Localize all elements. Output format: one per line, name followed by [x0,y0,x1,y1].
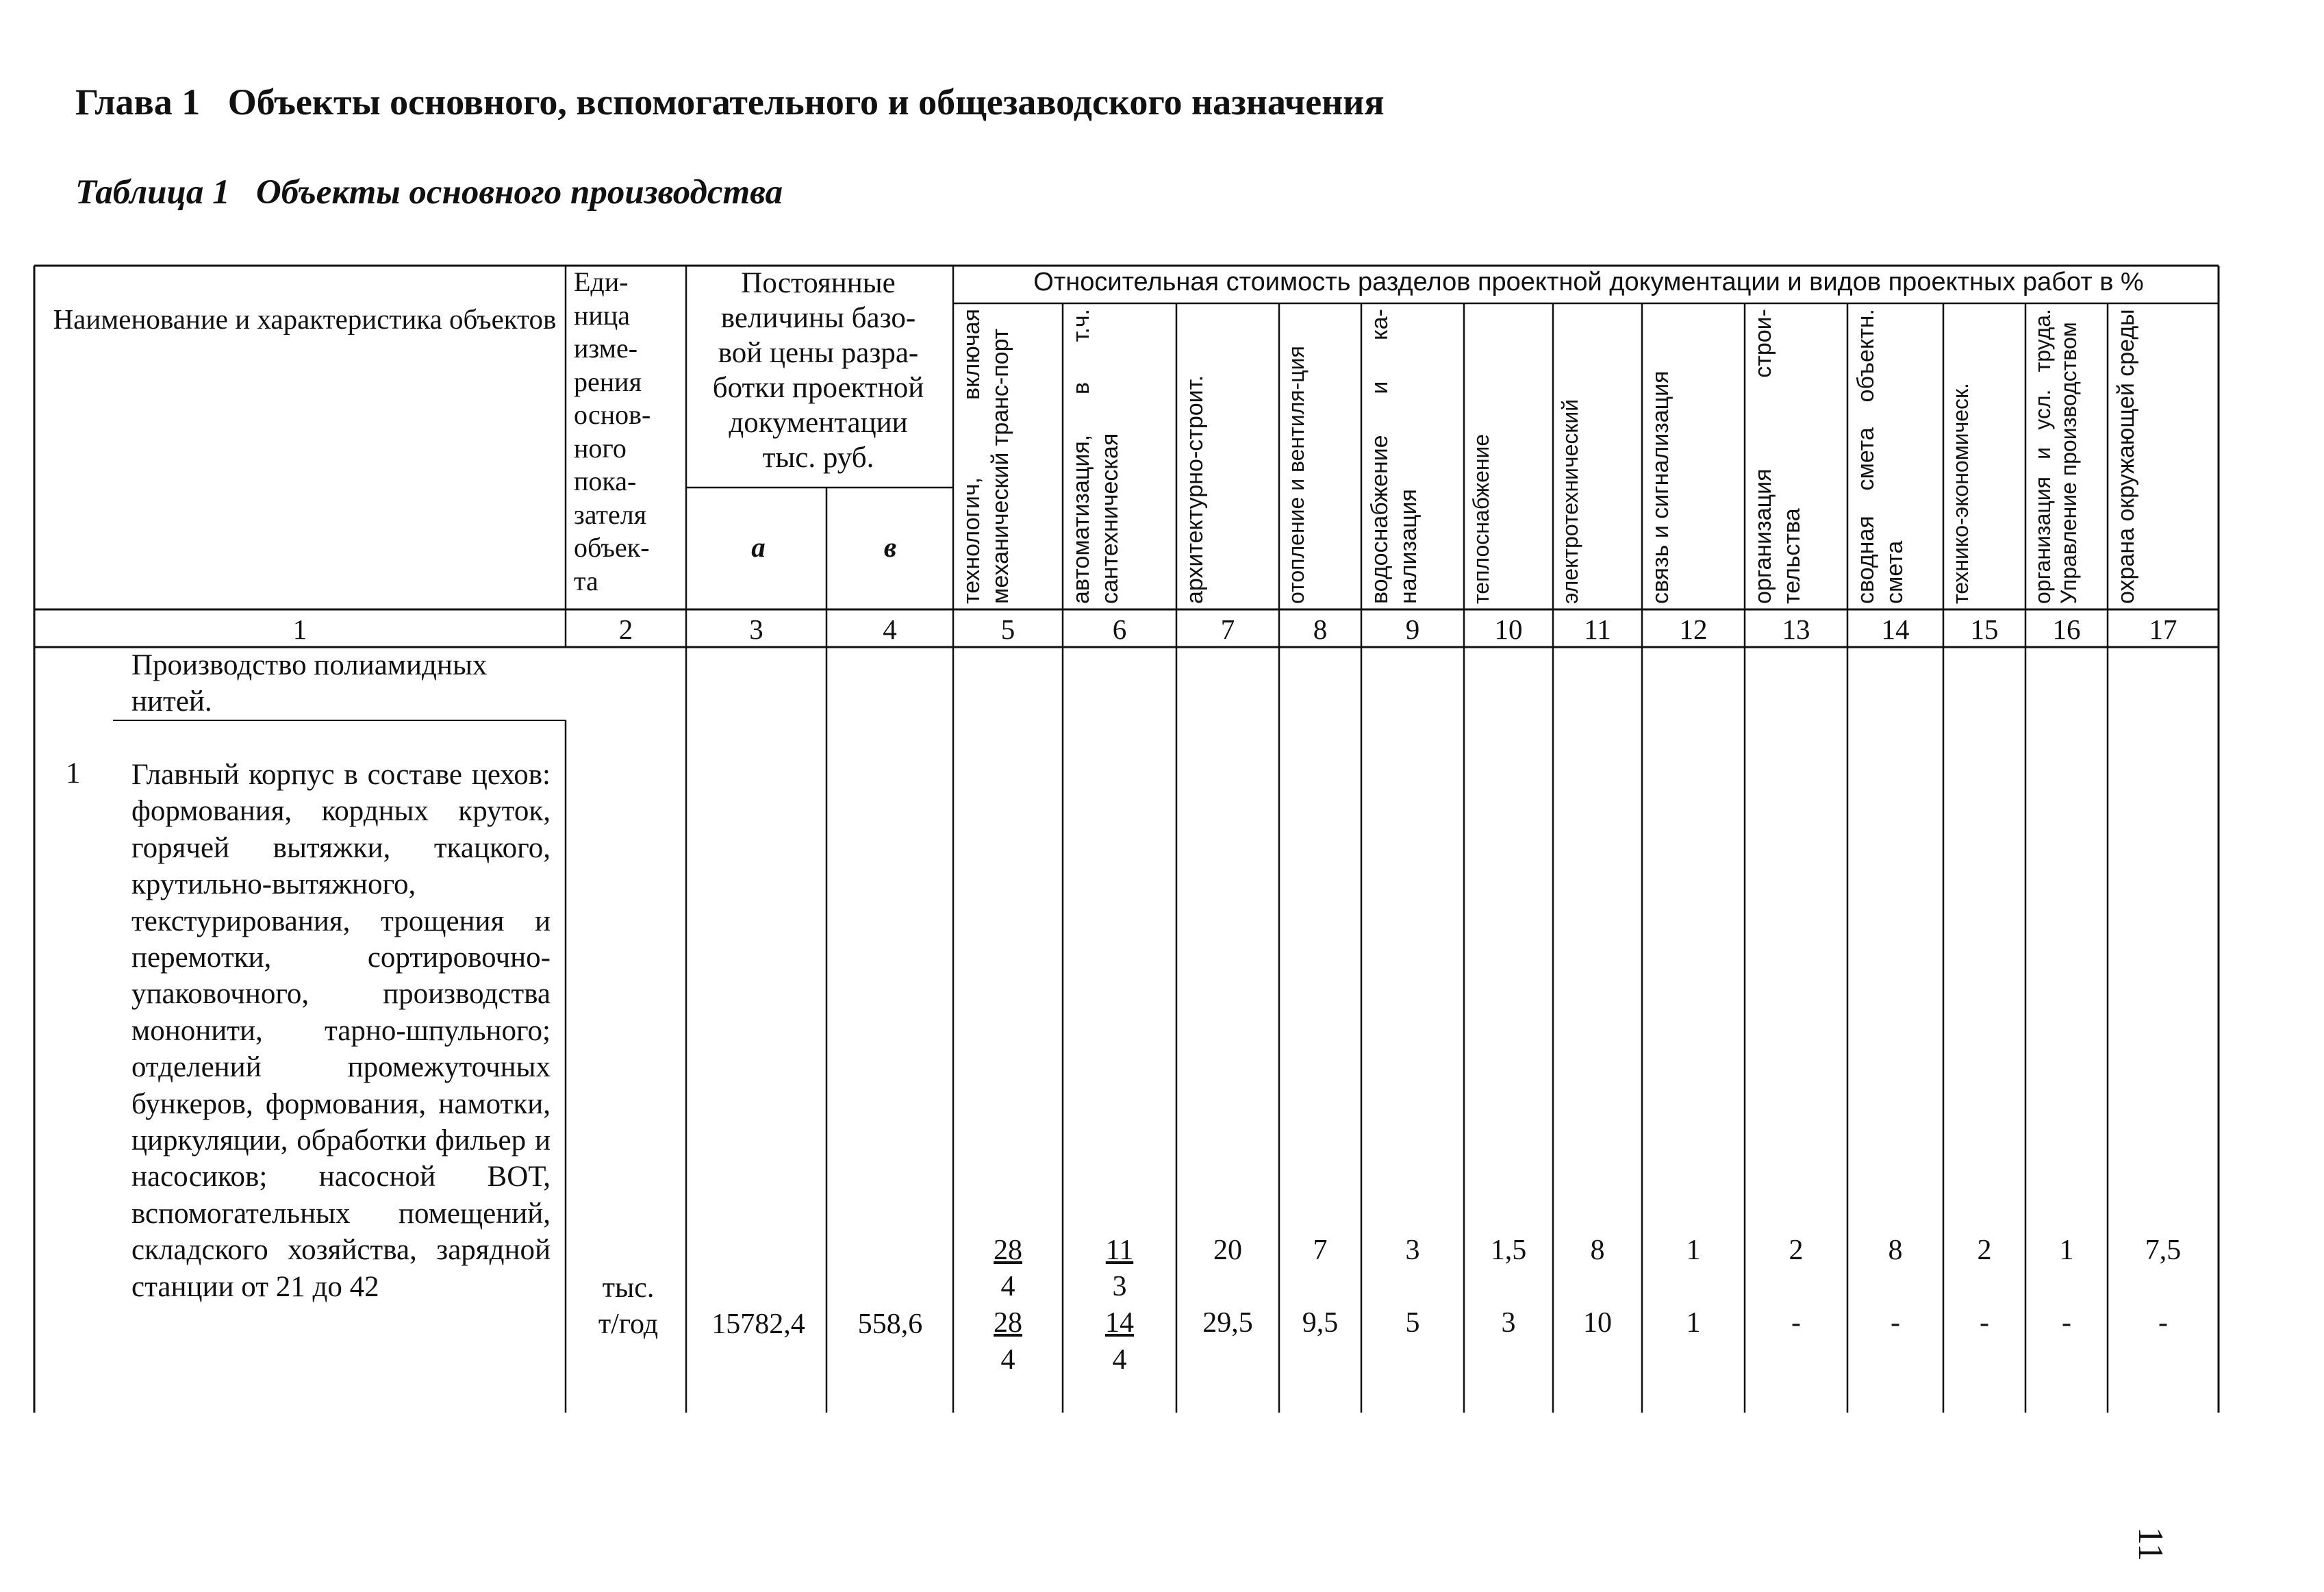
row-value-line2-col-5: 28 [994,1307,1022,1339]
column-number-6: 6 [1112,614,1127,645]
row-value-line2-sub-col-5: 4 [1000,1344,1015,1376]
column-number-8: 8 [1313,614,1328,645]
row-value-line1-col-17: 7,5 [2145,1235,2182,1266]
row-value-line2-col-10: 3 [1501,1307,1516,1339]
section-header-7: архитектурно-строит. [1182,375,1208,604]
page-number: 11 [2131,1527,2170,1562]
section-header-5: технологич, включая механический транс-порт [959,309,1013,604]
row-value-a: 15782,4 [711,1309,805,1340]
column-number-17: 17 [2149,614,2177,645]
row-value-line2-col-16: - [2062,1307,2071,1339]
header-relative-cost: Относительная стоимость разделов проектной документации и видов проектных работ в % [1033,268,2144,296]
row-value-line1-sub-col-6: 3 [1112,1271,1127,1302]
row-value-line2-col-13: - [1791,1307,1801,1339]
column-number-11: 11 [1584,614,1611,645]
row-value-line2-sub-col-6: 4 [1112,1344,1127,1376]
row-value-line2-col-17: - [2158,1307,2168,1339]
row-value-line2-col-9: 5 [1405,1307,1420,1339]
column-number-10: 10 [1494,614,1523,645]
column-number-7: 7 [1220,614,1235,645]
row-value-line2-col-6: 14 [1105,1307,1134,1339]
row-value-line1-col-10: 1,5 [1490,1235,1527,1266]
section-header-9: водоснабжение и ка-нализация [1367,309,1422,604]
column-number-3: 3 [749,614,763,645]
row-value-line1-col-6: 11 [1105,1235,1134,1266]
table-title: Таблица 1 Объекты основного производства [75,173,783,212]
row-value-line1-col-11: 8 [1590,1235,1605,1266]
column-number-12: 12 [1679,614,1708,645]
section-header-12: связь и сигнализация [1647,370,1673,604]
column-number-5: 5 [1000,614,1015,645]
row-value-line2-col-11: 10 [1583,1307,1612,1339]
row-value-line2-col-8: 9,5 [1302,1307,1339,1339]
row-value-line2-col-12: 1 [1686,1307,1701,1339]
header-const-b: в [883,531,897,563]
section-header-8: отопление и вентиля-ция [1284,346,1309,604]
header-const-col: Постоянные величины базо- вой цены разра- ботки проектной документации тыс. руб. [712,267,924,474]
column-number-14: 14 [1881,614,1910,645]
row-description: Главный корпус в составе цехов: формования, кордных круток, горячей вытяжки, ткацкого, крутильно-вытяжного, текстурирования, трощения и перемотки, сортировочно-упаковочного, производства мононити, тарно-шпульного; отделений промежуточных бункеров, формования, намотки, циркуляции, обработки фильер и насосиков; насосной ВОТ, вспомогательных помещений, складского хозяйства, зарядной станции от 21 до 42 [131,759,551,1303]
row-value-line2-col-15: - [1980,1307,1989,1339]
section-header-13: организация строи-тельства [1750,309,1805,604]
row-value-b: 558,6 [857,1309,923,1340]
column-number-16: 16 [2052,614,2081,645]
header-const-a: а [751,531,766,563]
column-number-13: 13 [1782,614,1810,645]
row-value-line1-col-15: 2 [1977,1235,1992,1266]
row-unit-line2: т/год [598,1309,659,1340]
column-number-15: 15 [1970,614,1999,645]
chapter-title: Глава 1 Объекты основного, вспомогательного и общезаводского назначения [75,81,1385,123]
section-name: Производство полиамидных нитей. [131,649,488,718]
row-value-line1-col-13: 2 [1789,1235,1804,1266]
section-header-14: сводная смета объектн. смета [1853,309,1908,604]
header-unit-col: Еди- ница изме- рения основ- ного пока- зателя объек- та [574,266,651,596]
row-value-line1-col-12: 1 [1686,1235,1701,1266]
row-value-line1-sub-col-5: 4 [1000,1271,1015,1302]
row-value-line1-col-7: 20 [1213,1235,1242,1266]
column-number-4: 4 [883,614,897,645]
row-value-line2-col-14: - [1891,1307,1900,1339]
row-number: 1 [66,757,81,789]
row-value-line1-col-9: 3 [1405,1235,1420,1266]
section-header-16: организация и усл. труда. Управление производством [2030,309,2081,604]
row-value-line1-col-5: 28 [994,1235,1022,1266]
section-header-10: теплоснабжение [1469,433,1493,604]
row-unit-line1: тыс. [602,1272,655,1304]
section-header-17: охрана окружающей среды [2113,309,2139,604]
row-value-line1-col-14: 8 [1888,1235,1903,1266]
section-header-6: автоматизация, в т.ч. сантехническая [1068,309,1123,604]
row-value-line1-col-8: 7 [1313,1235,1328,1266]
column-number-1: 1 [292,614,307,645]
column-number-9: 9 [1405,614,1420,645]
header-name-col: Наименование и характеристика объектов [53,303,557,335]
section-header-11: электротехнический [1558,399,1582,604]
section-header-15: технико-экономическ. [1948,383,1973,604]
row-value-line2-col-7: 29,5 [1202,1307,1253,1339]
column-number-2: 2 [618,614,633,645]
row-value-line1-col-16: 1 [2059,1235,2074,1266]
